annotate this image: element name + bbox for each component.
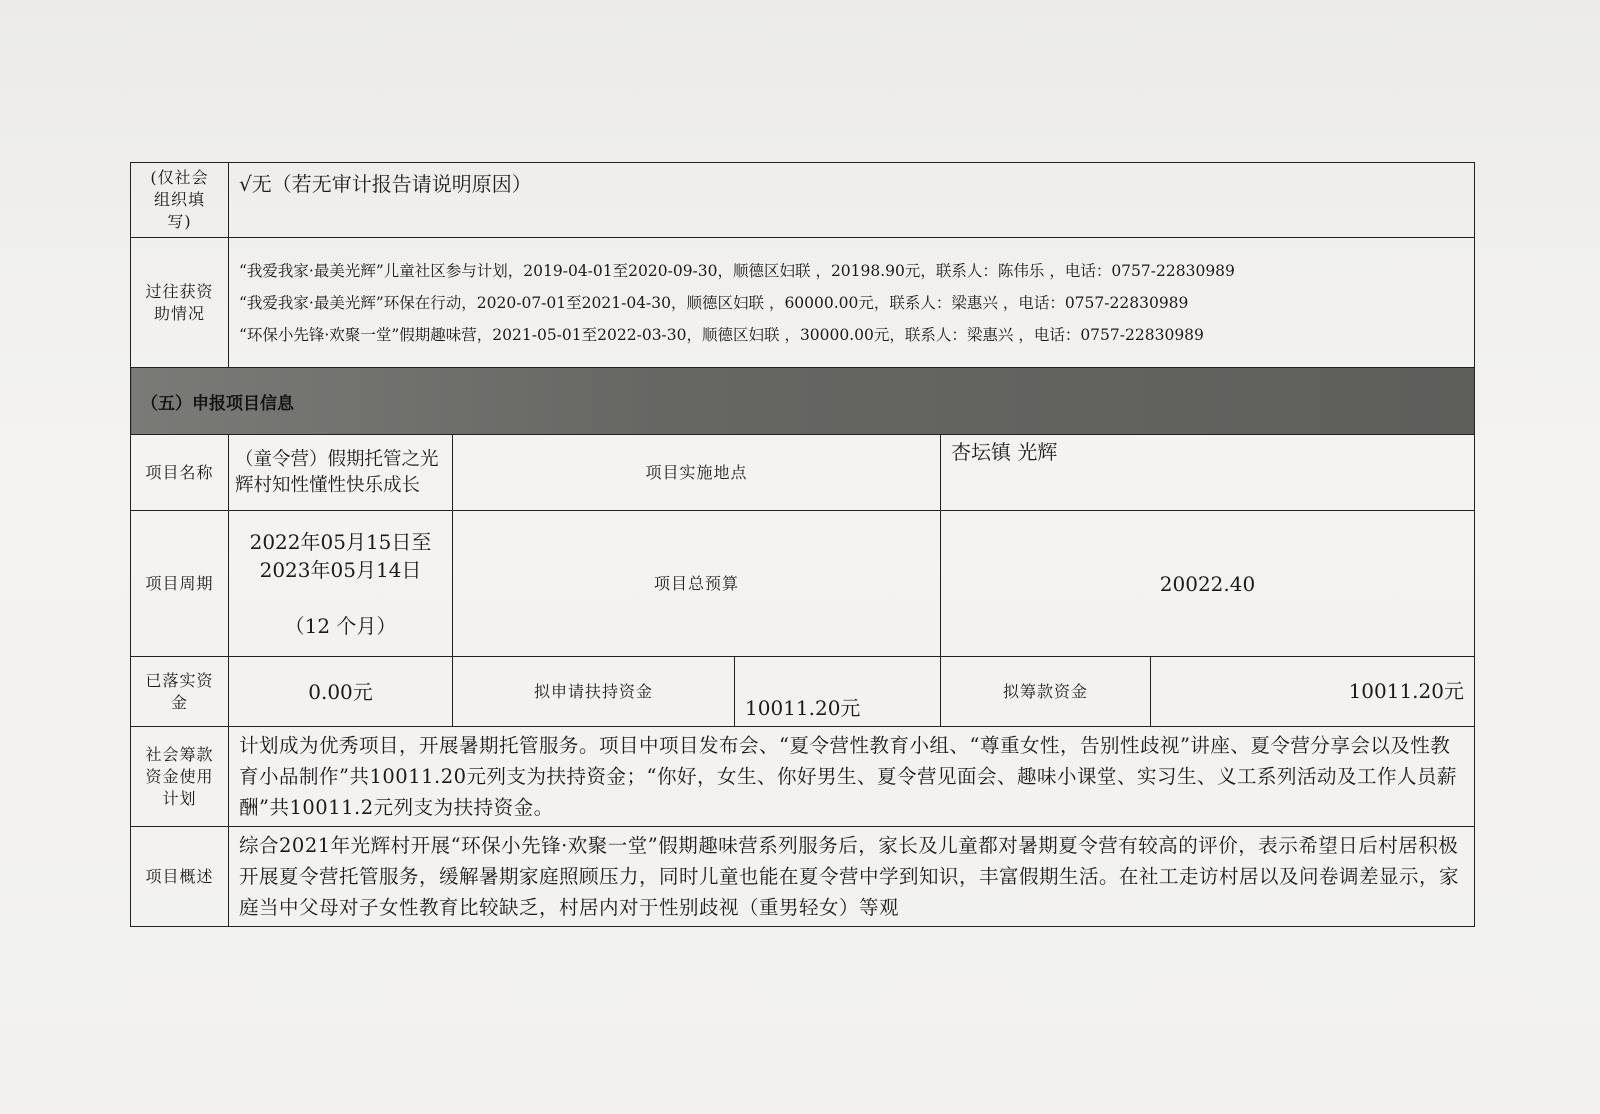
budget-label-cell bbox=[453, 511, 941, 657]
plan-row bbox=[131, 727, 1475, 827]
audit-label: (仅社会组织填写) bbox=[150, 168, 209, 231]
period-value-cell bbox=[229, 511, 453, 657]
funds-label: 已落实资金 bbox=[145, 670, 214, 712]
budget-label: 项目总预算 bbox=[653, 573, 739, 593]
funds-label-cell bbox=[131, 657, 229, 727]
overview-label-cell bbox=[131, 827, 229, 927]
plan-label: 社会筹款资金使用计划 bbox=[145, 744, 214, 808]
history-row bbox=[131, 238, 1475, 368]
period-label: 项目周期 bbox=[145, 573, 214, 593]
application-form-table bbox=[130, 162, 1475, 927]
funds-value-cell bbox=[229, 657, 453, 727]
overview-label: 项目概述 bbox=[145, 866, 214, 886]
funds-row bbox=[131, 657, 1475, 727]
period-months: （12 个月） bbox=[284, 613, 397, 638]
project-name-label-cell bbox=[131, 435, 229, 511]
overview-value: 综合2021年光辉村开展“环保小先锋·欢聚一堂”假期趣味营系列服务后，家长及儿童都对暑期夏令营有较高的评价，表示希望日后村居积极开展夏令营托管服务，缓解暑期家庭照顾压力，同时儿童也能在夏令营中学到知识，丰富假期生活。在社工走访村居以及问卷调差显示，家庭当中父母对子女性教育比较缺乏，村居内对于性别歧视（重男轻女）等观 bbox=[239, 834, 1460, 919]
audit-label-cell bbox=[131, 163, 229, 238]
history-label-cell bbox=[131, 238, 229, 368]
budget-value: 20022.40 bbox=[1159, 571, 1256, 596]
overview-row bbox=[131, 827, 1475, 927]
apply-value-cell bbox=[735, 657, 941, 727]
plan-value-cell bbox=[229, 727, 1475, 827]
raise-label-cell bbox=[941, 657, 1151, 727]
overview-value-cell bbox=[229, 827, 1475, 927]
plan-label-cell bbox=[131, 727, 229, 827]
location-label-cell bbox=[453, 435, 941, 511]
section-header-row bbox=[131, 368, 1475, 435]
section-title: （五）申报项目信息 bbox=[141, 393, 294, 414]
apply-label: 拟申请扶持资金 bbox=[533, 681, 653, 701]
raise-value-cell bbox=[1151, 657, 1475, 727]
apply-label-cell bbox=[453, 657, 735, 727]
history-label: 过往获资助情况 bbox=[145, 281, 214, 323]
plan-value: 计划成为优秀项目，开展暑期托管服务。项目中项目发布会、“夏令营性教育小组、“尊重女性，告别性歧视”讲座、夏令营分享会以及性教育小品制作”共10011.20元列支为扶持资金；“你好，女生、你好男生、夏令营见面会、趣味小课堂、实习生、义工系列活动及工作人员薪酬”共10011.2元列支为扶持资金。 bbox=[239, 734, 1457, 819]
project-name-value: （童令营）假期托管之光辉村知性懂性快乐成长 bbox=[235, 448, 439, 496]
location-value-cell bbox=[941, 435, 1475, 511]
history-entry: “环保小先锋·欢聚一堂”假期趣味营，2021-05-01至2022-03-30，顺德区妇联 ，30000.00元，联系人：梁惠兴 ，电话：0757-22830989 bbox=[239, 325, 1204, 344]
funds-value: 0.00元 bbox=[308, 679, 373, 704]
raise-label: 拟筹款资金 bbox=[1002, 681, 1088, 701]
project-name-label: 项目名称 bbox=[145, 462, 214, 482]
project-name-value-cell bbox=[229, 435, 453, 511]
project-name-row bbox=[131, 435, 1475, 511]
audit-value-cell bbox=[229, 163, 1475, 238]
raise-value: 10011.20元 bbox=[1348, 679, 1464, 703]
period-row bbox=[131, 511, 1475, 657]
location-value: 杏坛镇 光辉 bbox=[951, 440, 1058, 464]
apply-value: 10011.20元 bbox=[745, 696, 861, 720]
section-header bbox=[131, 368, 1475, 435]
period-label-cell bbox=[131, 511, 229, 657]
audit-row bbox=[131, 163, 1475, 238]
history-value-cell bbox=[229, 238, 1475, 368]
audit-value: √无（若无审计报告请说明原因） bbox=[239, 172, 532, 196]
location-label: 项目实施地点 bbox=[645, 462, 748, 482]
period-dates: 2022年05月15日至 2023年05月14日 bbox=[249, 529, 432, 582]
budget-value-cell bbox=[941, 511, 1475, 657]
history-entry: “我爱我家·最美光辉”环保在行动，2020-07-01至2021-04-30，顺德区妇联 ，60000.00元，联系人：梁惠兴 ，电话：0757-22830989 bbox=[239, 293, 1189, 312]
history-entry: “我爱我家·最美光辉”儿童社区参与计划，2019-04-01至2020-09-30，顺德区妇联 ，20198.90元，联系人：陈伟乐 ，电话：0757-22830989 bbox=[239, 261, 1235, 280]
